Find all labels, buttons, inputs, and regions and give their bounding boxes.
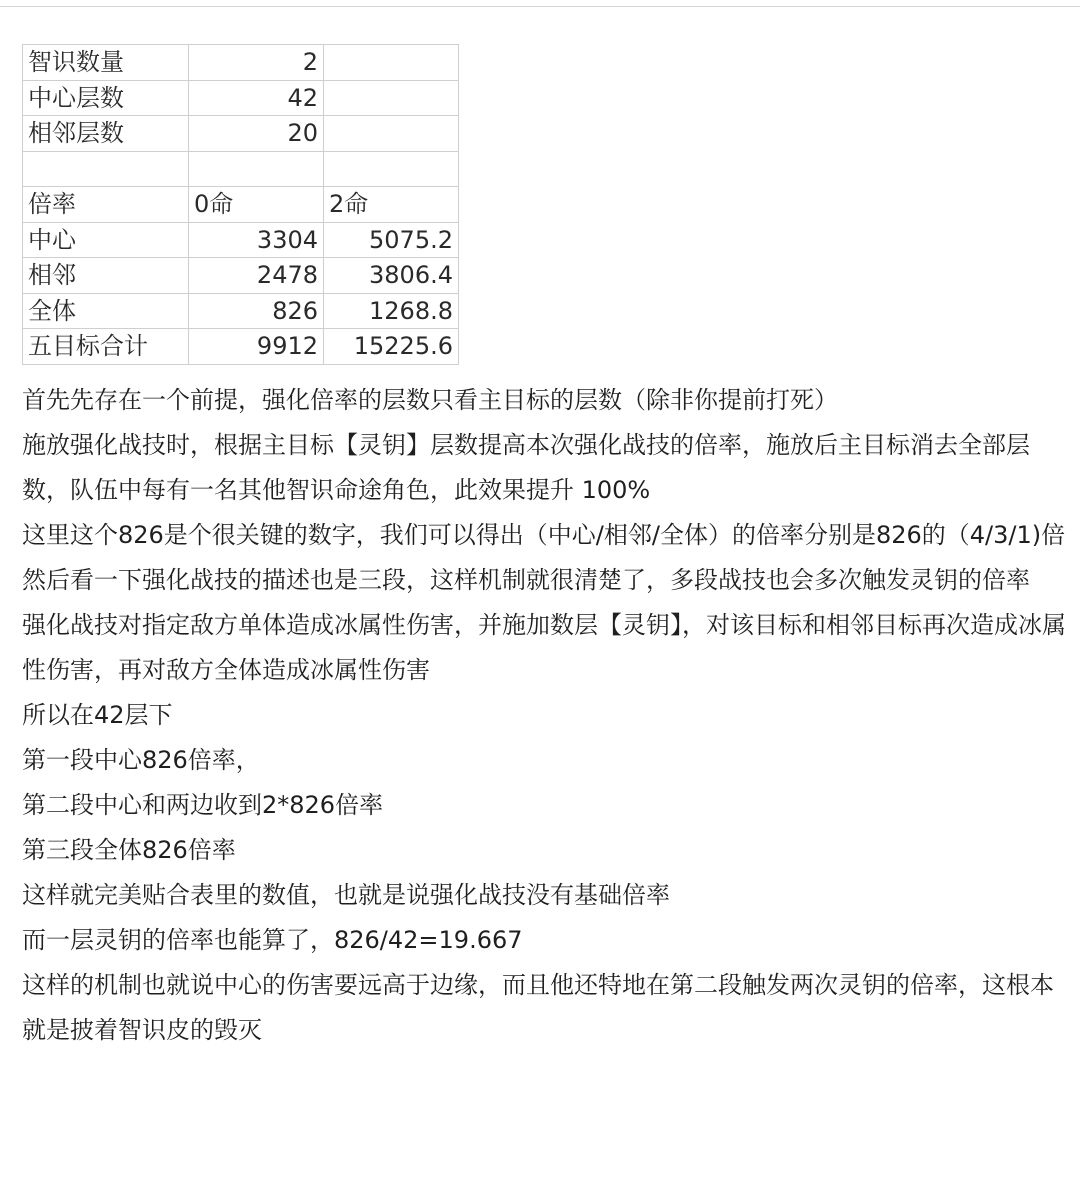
table-cell: 9912 — [189, 329, 324, 365]
table-row — [23, 293, 459, 329]
table-cell — [324, 151, 459, 187]
table-cell — [324, 80, 459, 116]
paragraph: 这样的机制也就说中心的伤害要远高于边缘，而且他还特地在第二段触发两次灵钥的倍率，这根本就是披着智识皮的毁灭 — [22, 971, 1054, 1044]
table-cell: 2命 — [324, 187, 459, 223]
table-cell — [189, 151, 324, 187]
table-row — [23, 222, 459, 258]
table-cell: 中心 — [23, 222, 189, 258]
spreadsheet-table — [22, 44, 459, 365]
table-cell: 1268.8 — [324, 293, 459, 329]
paragraph: 而一层灵钥的倍率也能算了，826/42=19.667 — [22, 926, 523, 954]
table-cell — [23, 151, 189, 187]
table-cell: 3304 — [189, 222, 324, 258]
table-cell — [324, 45, 459, 81]
table-cell: 智识数量 — [23, 45, 189, 81]
table-cell: 3806.4 — [324, 258, 459, 294]
table-cell: 42 — [189, 80, 324, 116]
table-cell: 倍率 — [23, 187, 189, 223]
paragraph: 施放强化战技时，根据主目标【灵钥】层数提高本次强化战技的倍率，施放后主目标消去全部层数，队伍中每有一名其他智识命途角色，此效果提升 100% — [22, 431, 1030, 504]
table-header-row — [23, 187, 459, 223]
table-cell: 五目标合计 — [23, 329, 189, 365]
table-cell: 15225.6 — [324, 329, 459, 365]
paragraph: 这样就完美贴合表里的数值，也就是说强化战技没有基础倍率 — [22, 881, 670, 909]
table-cell: 2 — [189, 45, 324, 81]
table-row — [23, 116, 459, 152]
table-cell: 20 — [189, 116, 324, 152]
paragraph: 然后看一下强化战技的描述也是三段，这样机制就很清楚了，多段战技也会多次触发灵钥的倍率 — [22, 566, 1030, 594]
table-cell: 5075.2 — [324, 222, 459, 258]
table-cell: 0命 — [189, 187, 324, 223]
table-cell: 相邻 — [23, 258, 189, 294]
table-row — [23, 45, 459, 81]
paragraph: 首先先存在一个前提，强化倍率的层数只看主目标的层数（除非你提前打死） — [22, 386, 838, 414]
table-cell: 全体 — [23, 293, 189, 329]
table-cell: 相邻层数 — [23, 116, 189, 152]
article-body — [22, 378, 1070, 1053]
table-row — [23, 80, 459, 116]
top-divider — [0, 0, 1080, 7]
paragraph: 第二段中心和两边收到2*826倍率 — [22, 791, 384, 819]
table-cell: 中心层数 — [23, 80, 189, 116]
table-row — [23, 258, 459, 294]
table-row — [23, 151, 459, 187]
paragraph: 第一段中心826倍率， — [22, 746, 260, 774]
paragraph: 所以在42层下 — [22, 701, 173, 729]
table-cell: 2478 — [189, 258, 324, 294]
paragraph: 强化战技对指定敌方单体造成冰属性伤害，并施加数层【灵钥】，对该目标和相邻目标再次造成冰属性伤害，再对敌方全体造成冰属性伤害 — [22, 611, 1066, 684]
table-cell: 826 — [189, 293, 324, 329]
table-cell — [324, 116, 459, 152]
table-row — [23, 329, 459, 365]
paragraph: 第三段全体826倍率 — [22, 836, 236, 864]
paragraph: 这里这个826是个很关键的数字，我们可以得出（中心/相邻/全体）的倍率分别是826的（4/3/1)倍 — [22, 521, 1066, 549]
